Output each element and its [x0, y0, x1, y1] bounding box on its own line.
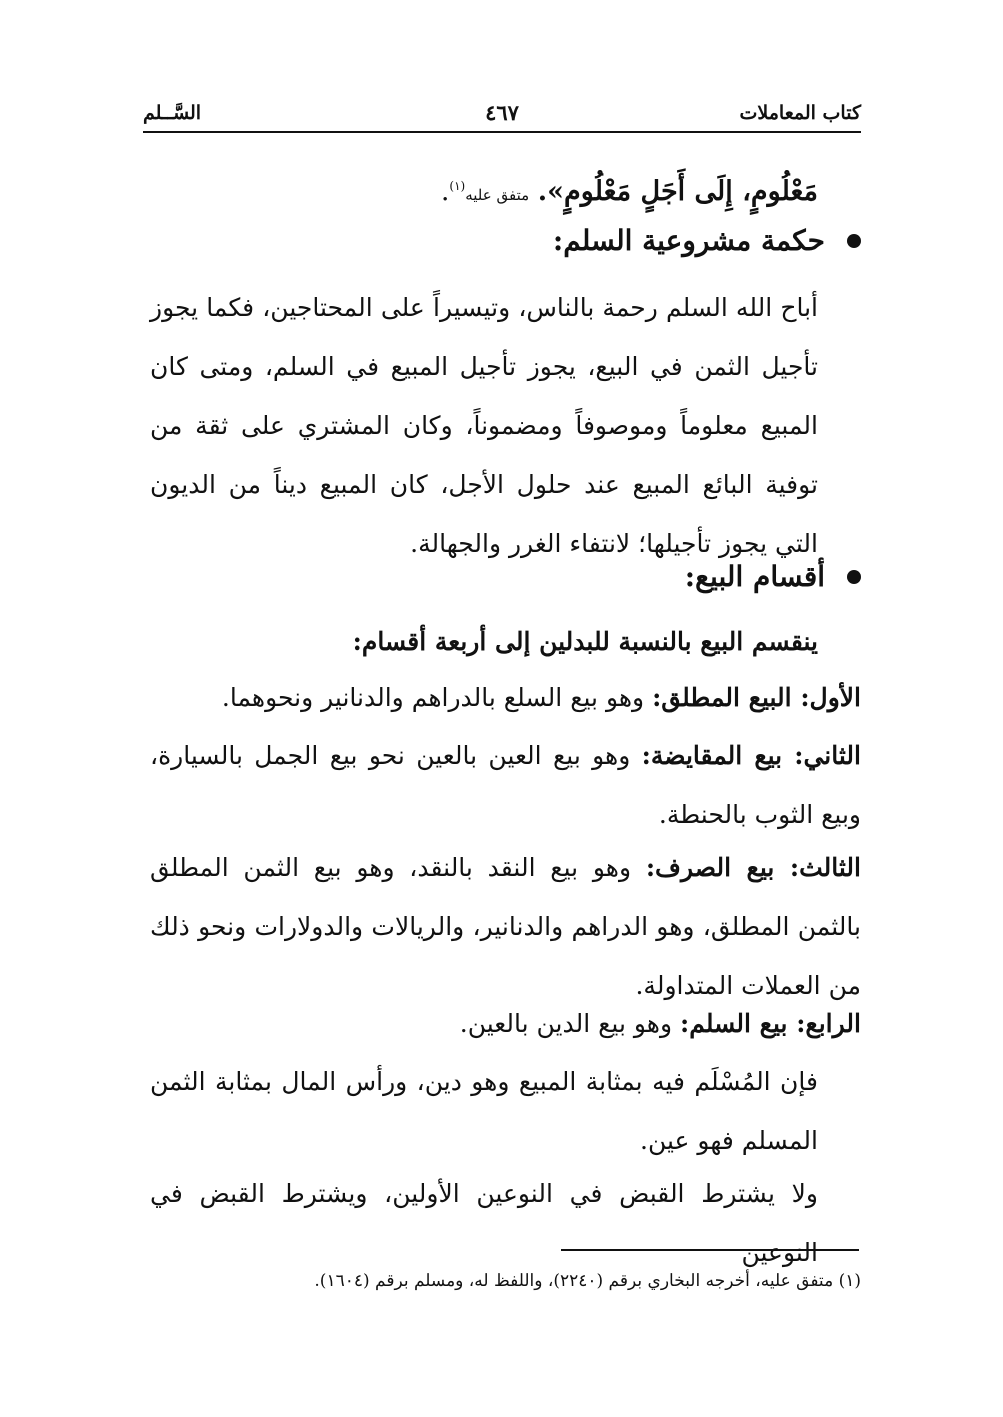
- bullet-icon: [847, 234, 861, 248]
- heading-text: حكمة مشروعية السلم:: [552, 224, 825, 257]
- item-text: وهو بيع النقد بالنقد، وهو بيع الثمن المطلق بالثمن المطلق، وهو الدراهم والدنانير، والريالات والدولارات ونحو ذلك من العملات المتداولة.: [150, 853, 861, 1000]
- qabd-paragraph: ولا يشترط القبض في النوعين الأولين، ويشترط القبض في النوعين: [150, 1179, 818, 1267]
- page-header: [143, 96, 861, 130]
- bullet-icon: [847, 570, 861, 584]
- item-label: الثالث: بيع الصرف:: [645, 853, 861, 882]
- hadith-text: مَعْلُومٍ، إِلَى أَجَلٍ مَعْلُومٍ».: [537, 176, 818, 207]
- chapter-title: السَّــلم: [143, 102, 202, 124]
- page-number: ٤٦٧: [485, 100, 519, 125]
- sale-type-item-4: [150, 994, 861, 1053]
- sentence-period: .: [440, 176, 450, 207]
- item-text: وهو بيع السلع بالدراهم والدنانير ونحوهما.: [221, 683, 653, 712]
- footnote: (١) متفق عليه، أخرجه البخاري برقم (٢٢٤٠)، واللفظ له، ومسلم برقم (١٦٠٤).: [314, 1271, 861, 1291]
- muslam-paragraph: فإن المُسْلَم فيه بمثابة المبيع وهو دين، ورأس المال بمثابة الثمن المسلم فهو عين.: [150, 1067, 818, 1155]
- sale-type-item-3: [150, 838, 861, 1015]
- section-heading-sale-types: [150, 552, 861, 602]
- item-text: وهو بيع العين بالعين نحو بيع الجمل بالسيارة، وبيع الثوب بالحنطة.: [150, 741, 861, 829]
- sale-type-item-2: [150, 726, 861, 844]
- item-label: الثاني: بيع المقايضة:: [641, 741, 861, 770]
- heading-text: أقسام البيع:: [684, 560, 825, 593]
- sale-type-item-1: [150, 668, 861, 727]
- item-text: وهو بيع الدين بالعين.: [459, 1009, 680, 1038]
- book-title: كتاب المعاملات: [739, 102, 861, 124]
- item-label: الأول: البيع المطلق:: [652, 683, 861, 712]
- hadith-source: متفق عليه: [465, 186, 530, 204]
- footnote-divider: [561, 1249, 859, 1251]
- section-heading-wisdom: [150, 216, 861, 266]
- wisdom-paragraph: أباح الله السلم رحمة بالناس، وتيسيراً على المحتاجين، فكما يجوز تأجيل الثمن في البيع، يجوز تأجيل المبيع في السلم، ومتى كان المبيع معلوماً وموصوفاً ومضموناً، وكان المشتري على ثقة من توفية البائع المبيع عند حلول الأجل، كان المبيع ديناً من الديون التي يجوز تأجيلها؛ لانتفاء الغرر والجهالة.: [150, 293, 818, 558]
- hadith-ending-line: [150, 160, 818, 221]
- header-divider: [143, 131, 861, 133]
- footnote-marker: (١): [449, 179, 466, 193]
- sale-types-intro: ينقسم البيع بالنسبة للبدلين إلى أربعة أقسام:: [352, 627, 818, 656]
- item-label: الرابع: بيع السلم:: [679, 1009, 861, 1038]
